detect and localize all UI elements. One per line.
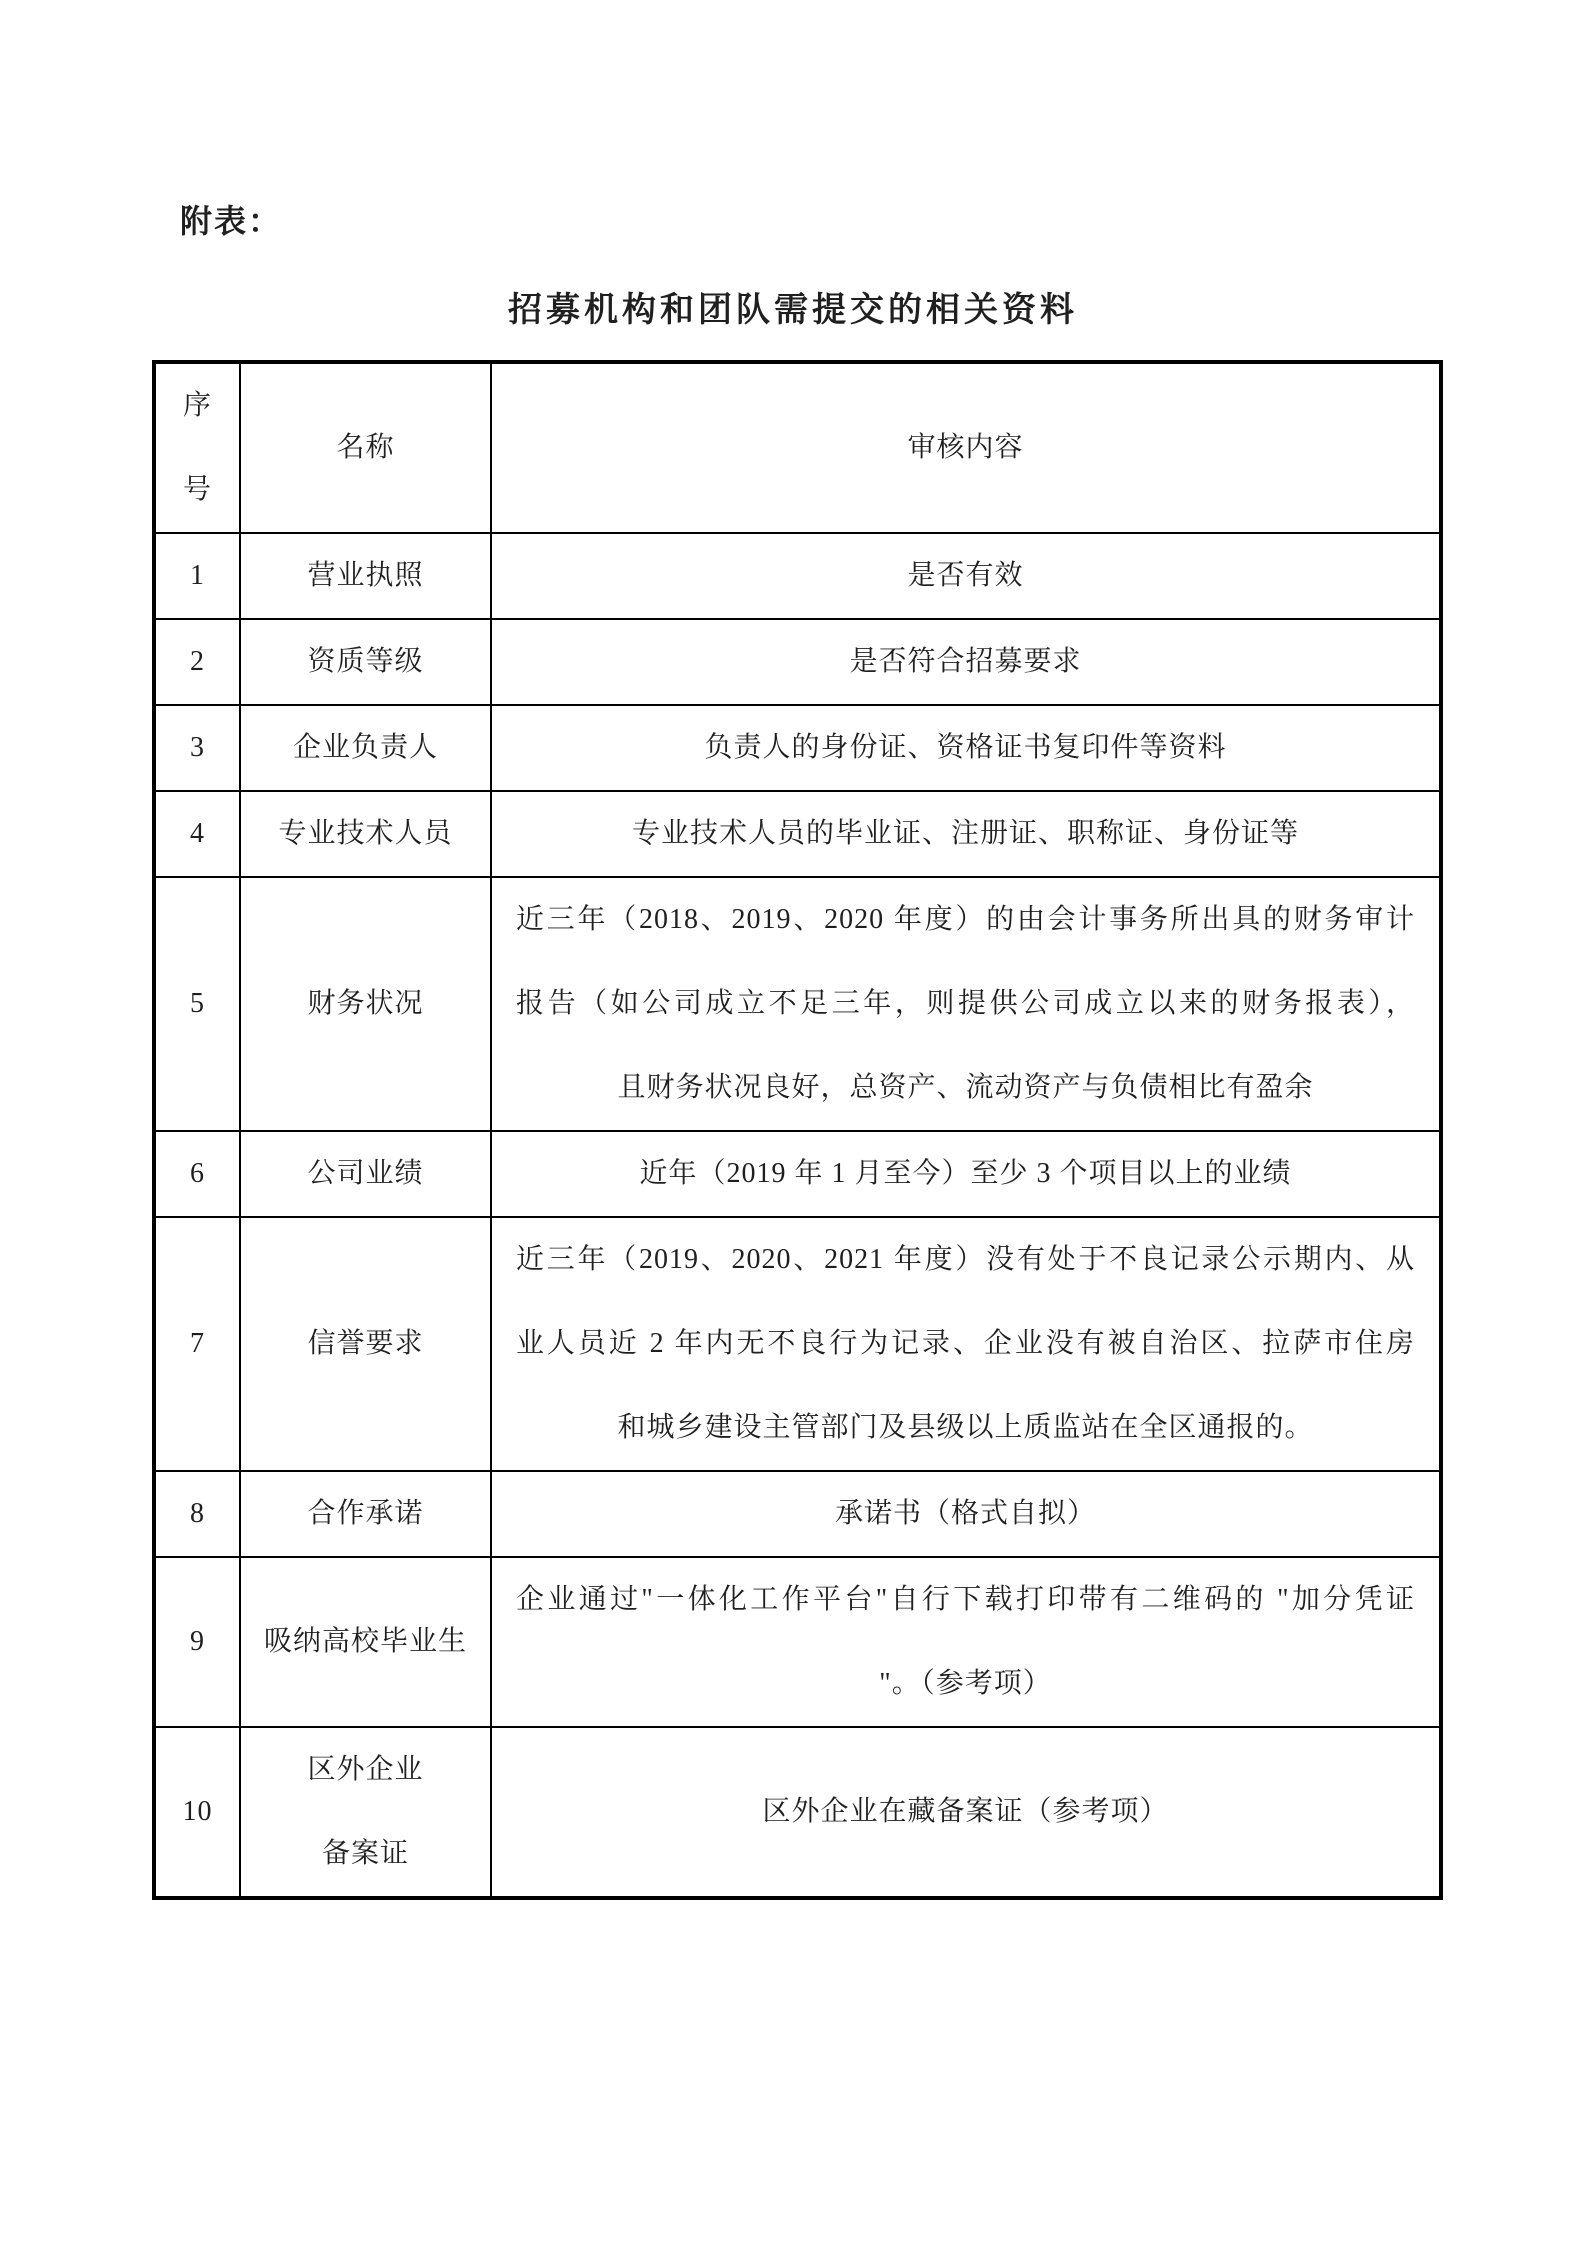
table-row bbox=[156, 1132, 1439, 1218]
row-number: 4 bbox=[190, 818, 205, 849]
row-content-line: 是否有效 bbox=[907, 560, 1024, 591]
row-content-line: 承诺书（格式自拟） bbox=[834, 1498, 1096, 1529]
row-content-line: 是否符合招募要求 bbox=[849, 646, 1082, 677]
table-header-row bbox=[156, 364, 1439, 534]
row-number: 5 bbox=[190, 988, 205, 1019]
table-row bbox=[156, 620, 1439, 706]
table-row bbox=[156, 1558, 1439, 1728]
table-row bbox=[156, 878, 1439, 1132]
row-name-cell bbox=[241, 1558, 492, 1726]
header-cell-name bbox=[241, 364, 492, 532]
table-row bbox=[156, 1728, 1439, 1896]
table-row bbox=[156, 534, 1439, 620]
row-number: 6 bbox=[190, 1158, 205, 1189]
table-row bbox=[156, 1472, 1439, 1558]
row-number: 10 bbox=[182, 1796, 213, 1827]
row-number-cell bbox=[156, 620, 241, 704]
row-number-cell bbox=[156, 1218, 241, 1470]
row-content-cell bbox=[492, 878, 1439, 1130]
row-number-cell bbox=[156, 878, 241, 1130]
row-content-line: 企业通过"一体化工作平台"自行下载打印带有二维码的 "加分凭证 bbox=[516, 1584, 1415, 1615]
header-number-label-line: 序 bbox=[182, 390, 212, 421]
row-content-line: 专业技术人员的毕业证、注册证、职称证、身份证等 bbox=[631, 818, 1299, 849]
header-number-label-line: 号 bbox=[182, 474, 212, 505]
row-number-cell bbox=[156, 706, 241, 790]
row-name-cell bbox=[241, 620, 492, 704]
row-name-line: 企业负责人 bbox=[292, 732, 438, 763]
row-number-cell bbox=[156, 1472, 241, 1556]
row-content-line: 近三年（2019、2020、2021 年度）没有处于不良记录公示期内、从 bbox=[516, 1244, 1415, 1275]
row-name-line: 吸纳高校毕业生 bbox=[263, 1626, 467, 1657]
row-number-cell bbox=[156, 1728, 241, 1896]
row-number: 3 bbox=[190, 732, 205, 763]
table-row bbox=[156, 706, 1439, 792]
row-number: 7 bbox=[190, 1328, 205, 1359]
row-number: 1 bbox=[190, 560, 205, 591]
row-name-line: 区外企业 bbox=[307, 1754, 424, 1785]
header-name-label: 名称 bbox=[336, 432, 395, 463]
row-name-cell bbox=[241, 534, 492, 618]
row-content-cell bbox=[492, 1472, 1439, 1556]
row-content-cell bbox=[492, 1218, 1439, 1470]
row-content-cell bbox=[492, 706, 1439, 790]
table-row bbox=[156, 792, 1439, 878]
header-cell-content bbox=[492, 364, 1439, 532]
row-name-line: 合作承诺 bbox=[307, 1498, 424, 1529]
row-content-line: 近三年（2018、2019、2020 年度）的由会计事务所出具的财务审计 bbox=[516, 904, 1415, 935]
row-name-cell bbox=[241, 878, 492, 1130]
row-name-line: 专业技术人员 bbox=[278, 818, 453, 849]
row-name-line: 资质等级 bbox=[307, 646, 424, 677]
row-content-line: 且财务状况良好，总资产、流动资产与负债相比有盈余 bbox=[617, 1072, 1314, 1103]
row-content-line: 区外企业在藏备案证（参考项） bbox=[762, 1796, 1169, 1827]
row-content-cell bbox=[492, 1132, 1439, 1216]
appendix-label: 附表： bbox=[180, 203, 283, 239]
row-content-line: 近年（2019 年 1 月至今）至少 3 个项目以上的业绩 bbox=[639, 1158, 1292, 1189]
header-cell-number bbox=[156, 364, 241, 532]
row-name-cell bbox=[241, 1728, 492, 1896]
row-name-line: 营业执照 bbox=[307, 560, 424, 591]
table-row bbox=[156, 1218, 1439, 1472]
row-content-cell bbox=[492, 1558, 1439, 1726]
row-number-cell bbox=[156, 1132, 241, 1216]
row-content-cell bbox=[492, 620, 1439, 704]
header-content-label: 审核内容 bbox=[907, 432, 1024, 463]
row-number-cell bbox=[156, 1558, 241, 1726]
row-name-line: 备案证 bbox=[321, 1838, 409, 1869]
row-content-line: "。（参考项） bbox=[879, 1668, 1052, 1699]
row-name-line: 信誉要求 bbox=[307, 1328, 424, 1359]
row-content-cell bbox=[492, 534, 1439, 618]
row-content-line: 业人员近 2 年内无不良行为记录、企业没有被自治区、拉萨市住房 bbox=[516, 1328, 1415, 1359]
page-title: 招募机构和团队需提交的相关资料 bbox=[508, 292, 1078, 329]
row-number: 8 bbox=[190, 1498, 205, 1529]
row-number: 2 bbox=[190, 646, 205, 677]
materials-table bbox=[152, 360, 1443, 1900]
row-name-cell bbox=[241, 1132, 492, 1216]
row-name-cell bbox=[241, 792, 492, 876]
row-content-line: 负责人的身份证、资格证书复印件等资料 bbox=[704, 732, 1227, 763]
row-number: 9 bbox=[190, 1626, 205, 1657]
row-content-line: 报告（如公司成立不足三年，则提供公司成立以来的财务报表）， bbox=[516, 988, 1415, 1019]
row-content-cell bbox=[492, 792, 1439, 876]
row-name-line: 财务状况 bbox=[307, 988, 424, 1019]
row-name-cell bbox=[241, 1472, 492, 1556]
row-content-cell bbox=[492, 1728, 1439, 1896]
row-number-cell bbox=[156, 792, 241, 876]
row-name-cell bbox=[241, 1218, 492, 1470]
row-number-cell bbox=[156, 534, 241, 618]
row-content-line: 和城乡建设主管部门及县级以上质监站在全区通报的。 bbox=[617, 1412, 1314, 1443]
row-name-cell bbox=[241, 706, 492, 790]
row-name-line: 公司业绩 bbox=[307, 1158, 424, 1189]
